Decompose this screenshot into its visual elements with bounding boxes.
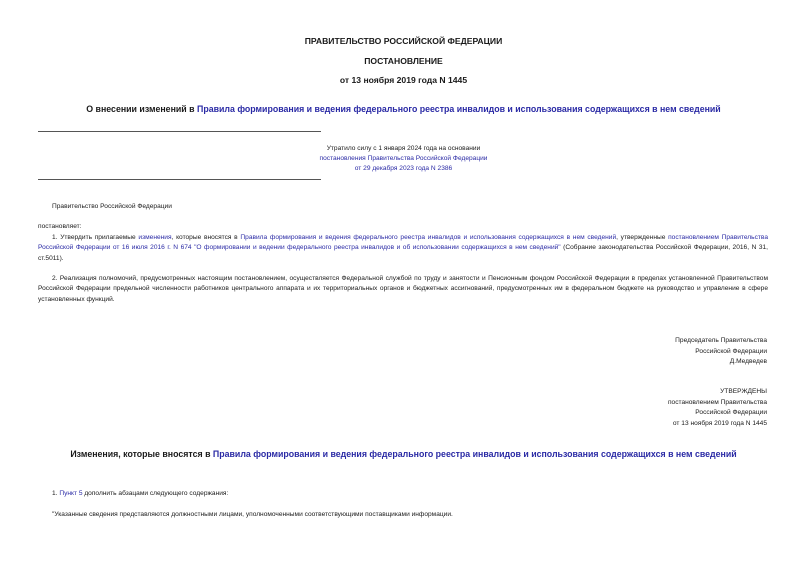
changes-rules-link[interactable]: Правила формирования и ведения федерального реестра инвалидов и использования содержащихся в нем сведений <box>212 449 737 459</box>
p1-text-b: , которые вносятся в <box>171 234 241 241</box>
signature-name: Д.Медведев <box>729 358 767 366</box>
change-item-number: 1. <box>52 490 60 497</box>
paragraph-1 <box>38 233 768 264</box>
signature-position: Председатель Правительства <box>675 337 767 344</box>
change-item-1 <box>52 489 228 499</box>
changes-title <box>30 449 777 459</box>
approved-line4: от 13 ноября 2019 года N 1445 <box>672 419 767 427</box>
resolves-label: постановляет: <box>38 223 82 230</box>
paragraph-2: 2. Реализация полномочий, предусмотренных настоящим постановлением, осуществляется Федеральной службой по труду и занятости и Пенсионным фондом Российской Федерации в пределах установленной Правительством Российской Федерации предельной численности работников центрального аппарата и их территориальных органов и бюджетных ассигнований, предусмотренных им в федеральном бюджете на руководство и управление в сфере установленных функций. <box>38 275 768 303</box>
approved-line1: УТВЕРЖДЕНЫ <box>720 388 767 395</box>
divider-bottom <box>38 179 321 180</box>
rules-link-inline[interactable]: Правила формирования и ведения федерального реестра инвалидов и использования содержащихся в нем сведений <box>240 234 617 241</box>
p1-text-a: 1. Утвердить прилагаемые <box>52 234 139 241</box>
paragraph-5-link[interactable]: Пункт 5 <box>59 490 83 497</box>
expired-note-link-date[interactable]: от 29 декабря 2023 года N 2386 <box>354 165 453 172</box>
resolution-674-link[interactable]: постановлением Правительства Российской Федерации от 16 июля 2016 г. N 674 "О формировании и ведении федерального реестра инвалидов и об использовании содержащихся в нем сведений" <box>38 234 768 252</box>
changes-link[interactable]: изменения <box>138 234 172 241</box>
government-label: Правительство Российской Федерации <box>52 203 172 210</box>
change-quote: "Указанные сведения представляются должностными лицами, уполномоченными соответствующими поставщиками информации. <box>52 511 453 518</box>
document-title-prefix: О внесении изменений в <box>86 104 197 114</box>
p1-text-d: (Собрание законодательства Российской Федерации, 2016, N 31, ст.5011). <box>38 244 769 262</box>
rules-link[interactable]: Правила формирования и ведения федерального реестра инвалидов и использования содержащихся в нем сведений <box>197 104 721 114</box>
signature-country: Российской Федерации <box>695 347 767 355</box>
changes-title-prefix: Изменения, которые вносятся в <box>70 449 213 459</box>
change-item-text: дополнить абзацами следующего содержания: <box>82 490 229 497</box>
government-heading: ПРАВИТЕЛЬСТВО РОССИЙСКОЙ ФЕДЕРАЦИИ <box>304 36 503 46</box>
expired-note-line1: Утратило силу с 1 января 2024 года на основании <box>326 145 481 152</box>
approved-line2: постановлением Правительства <box>667 398 767 406</box>
approved-line3: Российской Федерации <box>695 409 767 417</box>
expired-note-link[interactable]: постановления Правительства Российской Федерации <box>319 155 488 162</box>
approved-block <box>668 387 767 429</box>
document-date-number: от 13 ноября 2019 года N 1445 <box>339 75 468 85</box>
document-type: ПОСТАНОВЛЕНИЕ <box>364 56 443 66</box>
signature-block <box>675 336 767 368</box>
p1-text-c: , утвержденные <box>616 234 669 241</box>
document-title <box>30 104 777 114</box>
expired-note <box>300 144 507 174</box>
divider-top <box>38 131 321 132</box>
